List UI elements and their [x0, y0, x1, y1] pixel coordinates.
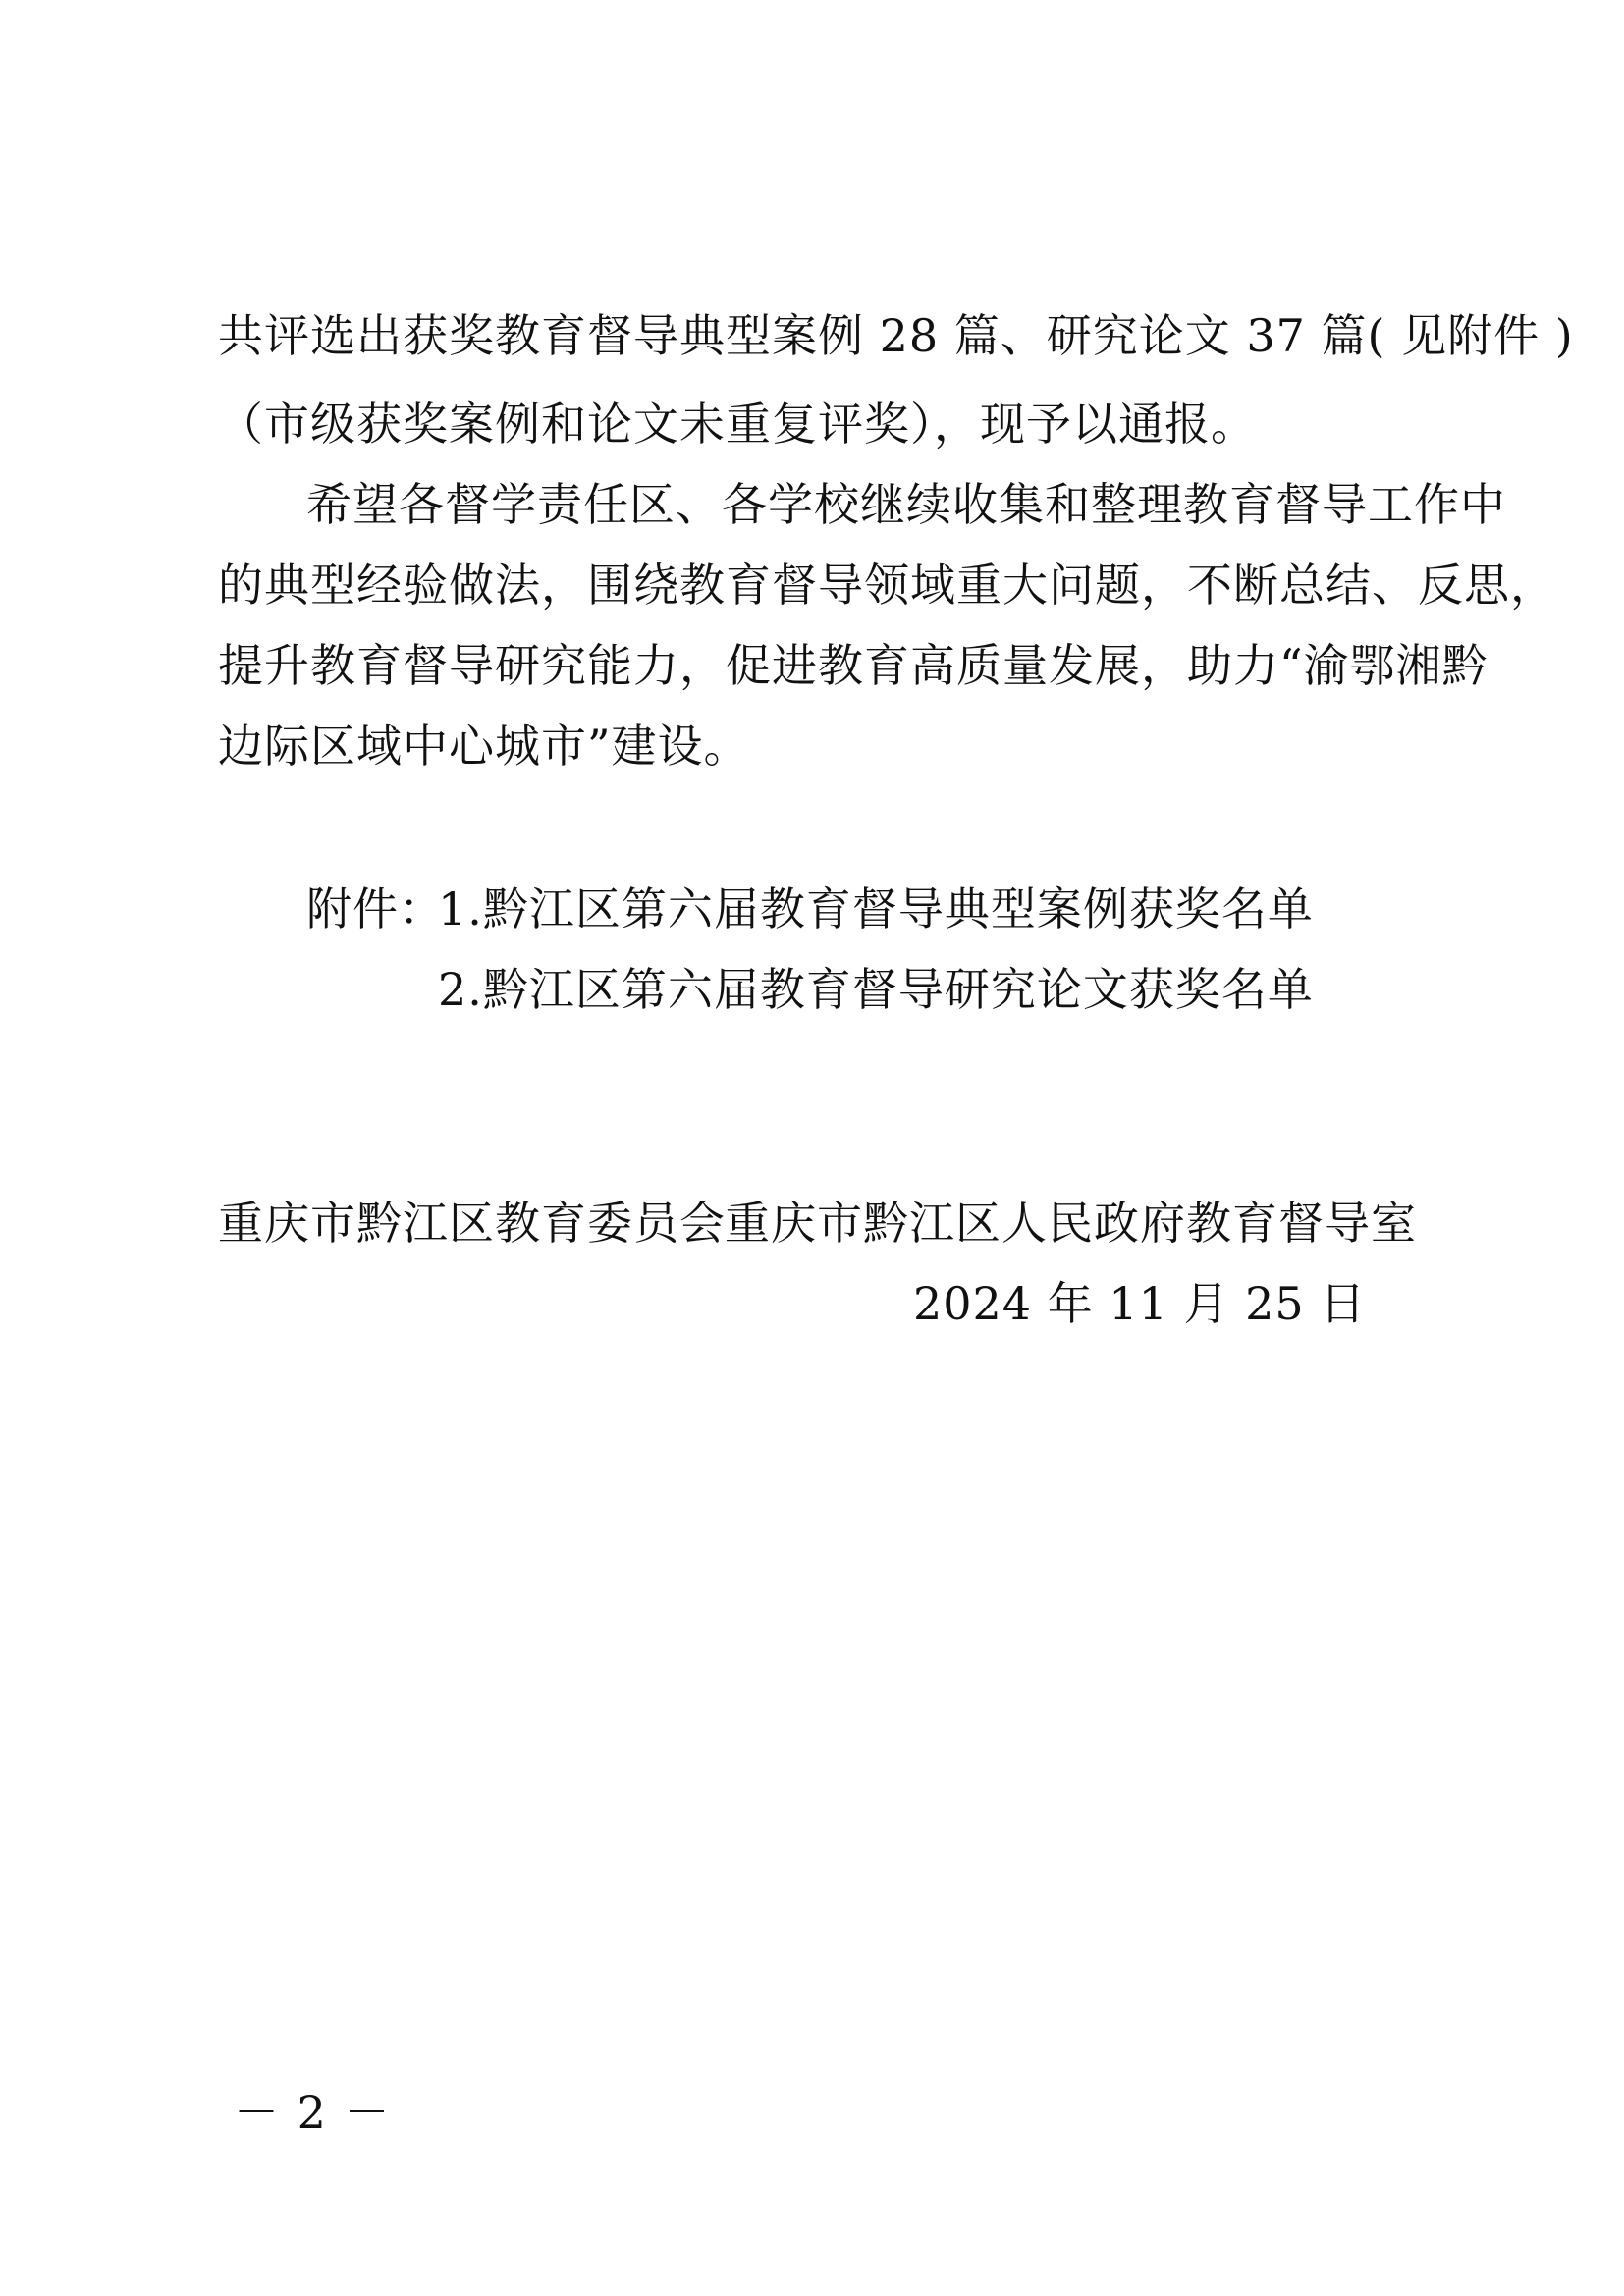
body-line-6: 边际区域中心城市”建设。: [218, 720, 750, 773]
attachment-item-2: 2.黔江区第六届教育督导研究论文获奖名单: [438, 963, 1314, 1016]
attachments-label: 附件：: [306, 882, 445, 935]
signature-org-1: 重庆市黔江区教育委员会: [218, 1197, 726, 1250]
body-line-2: （市级获奖案例和论文未重复评奖），现予以通报。: [218, 398, 1257, 451]
page-number: － 2 －: [234, 2086, 392, 2139]
body-line-3: 希望各督学责任区、各学校继续收集和整理教育督导工作中: [306, 478, 1506, 531]
attachment-item-1: 1.黔江区第六届教育督导典型案例获奖名单: [438, 882, 1314, 935]
signature-date: 2024 年 11 月 25 日: [913, 1277, 1367, 1330]
body-line-4: 的典型经验做法，围绕教育督导领域重大问题，不断总结、反思，: [218, 559, 1556, 612]
signature-org-2: 重庆市黔江区人民政府教育督导室: [725, 1197, 1417, 1250]
body-line-1: 共评选出获奖教育督导典型案例 28 篇、研究论文 37 篇( 见附件 ): [218, 309, 1574, 362]
body-line-5: 提升教育督导研究能力，促进教育高质量发展，助力“渝鄂湘黔: [218, 639, 1489, 692]
